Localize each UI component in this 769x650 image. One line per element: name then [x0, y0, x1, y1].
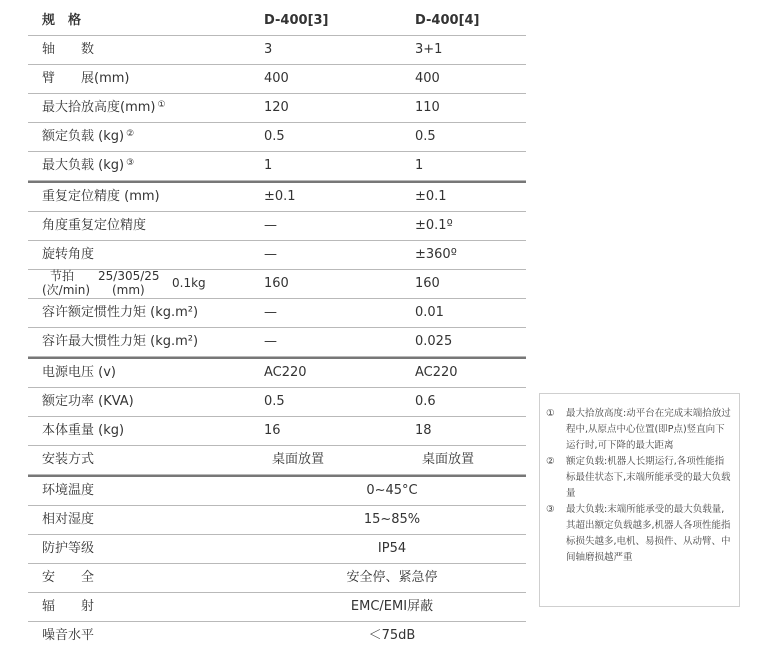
row-value-1: 16 — [264, 423, 281, 438]
footnote-text: 最大拾放高度:动平台在完成末端拾放过程中,从原点中心位置(即P点)竖直向下运行时,可下降的最大距离 — [566, 408, 731, 451]
row-value-1: AC220 — [264, 365, 307, 380]
row-label — [42, 123, 252, 151]
row-label: 角度重复定位精度 — [42, 218, 147, 233]
footnote — [546, 454, 731, 502]
row-value-1: ±0.1 — [264, 189, 296, 204]
table-row — [28, 270, 526, 299]
row-label-text: 额定负载 (kg) — [42, 129, 125, 144]
row-value-span: ＜75dB — [368, 628, 416, 643]
table-row — [28, 357, 526, 388]
row-label: 额定功率 (KVA) — [42, 394, 134, 409]
row-label: 重复定位精度 (mm) — [42, 189, 160, 204]
table-row — [28, 212, 526, 241]
row-value-2: 400 — [415, 71, 440, 86]
header-model-4: D-400[4] — [415, 13, 480, 28]
table-row — [28, 564, 526, 593]
cycle-path: 25/305/25 — [98, 269, 160, 283]
footnote-number: ③ — [546, 504, 555, 515]
header-label: 规 格 — [42, 13, 82, 28]
table-row — [28, 535, 526, 564]
table-row — [28, 123, 526, 152]
table-row — [28, 417, 526, 446]
row-label: 防护等级 — [42, 541, 95, 556]
row-value-2: ±360º — [415, 247, 457, 262]
row-value-2: ±0.1 — [415, 189, 447, 204]
row-value-span: IP54 — [377, 541, 407, 556]
row-label: 容许额定惯性力矩 (kg.m²) — [42, 305, 199, 320]
table-row — [28, 94, 526, 123]
cycle-label: 节拍 — [50, 269, 75, 283]
row-value-2: 0.01 — [415, 305, 444, 320]
footnote-mark: ② — [126, 129, 135, 139]
row-label: 容许最大惯性力矩 (kg.m²) — [42, 334, 199, 349]
row-label — [42, 94, 252, 122]
table-row — [28, 152, 526, 181]
footnote-mark: ① — [157, 100, 166, 110]
footnote-text: 额定负载:机器人长期运行,各项性能指标最佳状态下,末端所能承受的最大负载量 — [566, 456, 731, 499]
row-value-2: 160 — [415, 276, 440, 291]
row-value-span: EMC/EMI屏蔽 — [350, 599, 434, 614]
row-label: 本体重量 (kg) — [42, 423, 125, 438]
row-value-1: 160 — [264, 276, 289, 291]
row-value-1: 120 — [264, 100, 289, 115]
row-label: 电源电压 (v) — [42, 365, 116, 380]
row-label — [42, 152, 252, 180]
row-label-cycle — [42, 269, 252, 297]
row-value-2: 0.025 — [415, 334, 453, 349]
row-value-span: 0~45°C — [366, 483, 418, 498]
table-row — [28, 388, 526, 417]
footnote-number: ② — [546, 456, 555, 467]
row-label: 相对湿度 — [42, 512, 95, 527]
table-row — [28, 622, 526, 650]
row-label: 环境温度 — [42, 483, 95, 498]
row-value-span: 安全停、紧急停 — [346, 570, 438, 585]
row-value-2: 桌面放置 — [421, 452, 474, 467]
row-label: 安装方式 — [42, 452, 95, 467]
footnotes-box — [539, 393, 740, 607]
row-label: 轴 数 — [42, 42, 95, 57]
row-value-1: 0.5 — [264, 394, 285, 409]
row-label: 安 全 — [42, 570, 95, 585]
row-value-2: 1 — [415, 158, 424, 173]
cycle-path-unit: (mm) — [112, 283, 145, 297]
row-value-2: AC220 — [415, 365, 458, 380]
row-value-1: — — [264, 218, 277, 233]
cycle-unit: (次/min) — [42, 283, 91, 297]
row-value-2: 18 — [415, 423, 432, 438]
row-value-2: ±0.1º — [415, 218, 453, 233]
table-header-row — [28, 7, 526, 36]
row-value-1: 0.5 — [264, 129, 285, 144]
cycle-load: 0.1kg — [172, 276, 206, 290]
row-label-text: 最大负载 (kg) — [42, 158, 125, 173]
row-label: 旋转角度 — [42, 247, 95, 262]
row-label: 臂 展(mm) — [42, 71, 130, 86]
footnote-number: ① — [546, 408, 555, 419]
table-row — [28, 65, 526, 94]
table-row — [28, 475, 526, 506]
table-row — [28, 328, 526, 357]
table-row — [28, 593, 526, 622]
table-row — [28, 299, 526, 328]
row-label-text: 最大拾放高度(mm) — [42, 100, 156, 115]
table-row — [28, 446, 526, 475]
footnote-text: 最大负载:末端所能承受的最大负载量,其超出额定负载越多,机器人各项性能指标损失越多,电机、易损件、从动臂、中间轴磨损越严重 — [566, 504, 731, 563]
table-row — [28, 506, 526, 535]
footnote-mark: ③ — [126, 158, 135, 168]
row-value-1: 1 — [264, 158, 273, 173]
footnote — [546, 406, 731, 454]
row-value-1: 400 — [264, 71, 289, 86]
footnote — [546, 502, 731, 566]
row-value-2: 110 — [415, 100, 440, 115]
table-row — [28, 181, 526, 212]
row-value-2: 0.6 — [415, 394, 436, 409]
table-row — [28, 241, 526, 270]
row-value-1: 桌面放置 — [271, 452, 324, 467]
row-value-1: — — [264, 247, 277, 262]
row-value-1: — — [264, 305, 277, 320]
row-label: 辐 射 — [42, 599, 95, 614]
row-value-1: 3 — [264, 42, 273, 57]
row-value-2: 0.5 — [415, 129, 436, 144]
row-label: 噪音水平 — [42, 628, 95, 643]
row-value-2: 3+1 — [415, 42, 443, 57]
spec-table — [28, 7, 526, 650]
row-value-1: — — [264, 334, 277, 349]
table-row — [28, 36, 526, 65]
header-model-3: D-400[3] — [264, 13, 329, 28]
row-value-span: 15~85% — [363, 512, 421, 527]
